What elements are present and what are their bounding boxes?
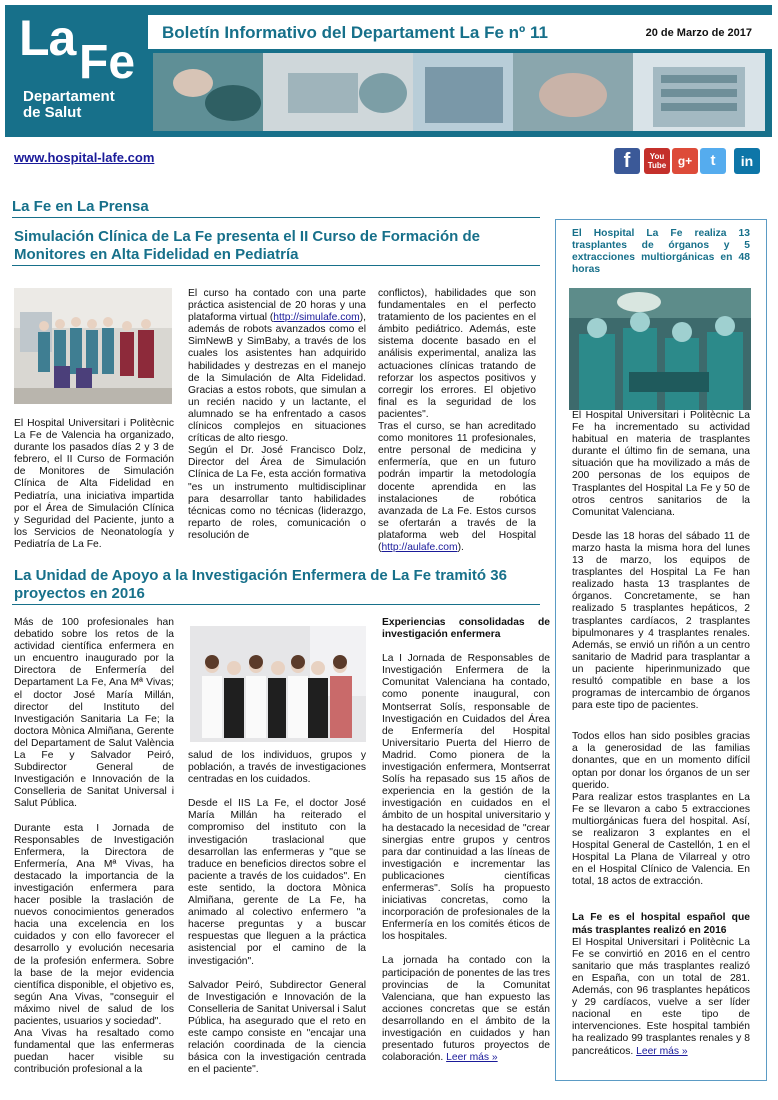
facebook-icon[interactable]: f — [614, 148, 640, 174]
logo-departament: Departament de Salut — [23, 88, 115, 121]
sidebar-transplants — [555, 219, 767, 1081]
logo-la: La — [19, 10, 76, 66]
aulafe-link[interactable]: http://aulafe.com — [381, 541, 458, 553]
sidebar-read-more-link[interactable]: Leer más » — [636, 1045, 688, 1057]
article2-title: La Unidad de Apoyo a la Investigación Enfermera de La Fe tramitó 36 proyectos en 2016 — [14, 567, 507, 602]
article2-read-more-link[interactable]: Leer más » — [446, 1052, 498, 1064]
google-plus-icon[interactable]: g+ — [672, 148, 698, 174]
newsletter-date: 20 de Marzo de 2017 — [645, 27, 752, 39]
newsletter-header — [5, 5, 772, 137]
article1-title: Simulación Clínica de La Fe presenta el II Curso de Formación de Monitores en Alta Fidelidad en Pediatría — [14, 228, 480, 263]
section-label: La Fe en La Prensa — [12, 198, 149, 215]
sidebar-body: El Hospital Universitari i Politècnic La Fe ha incrementado su actividad habitual en materia de trasplantes durante el último fin de semana, una situación que ha movilizado a más de 200 personas de los equipos de Trasplantes del Hospital La Fe y 50 de otros centros sanitarios de la Comunitat Valenciana. Desde las 18 horas del sábado 11 de marzo hasta la misma hora del lunes 13 de marzo, los equipos de trasplantes del Hospital La Fe han realizado hasta 13 trasplantes de órganos. Concretamente, se han realizado 5 trasplantes hepáticos, 2 trasplantes cardíacos, 2 trasplantes bipulmonares y 4 trasplantes renales. Además, se envió un riñón a un centro sanitario de Madrid para trasplantar a un paciente hiperinmunizado que resultó compatible en base a los programas de intercambio de órganos para este tipo de pacientes. Todos ellos han sido posibles gracias a la generosidad de las familias donantes, que en un momento difícil optan por donar los órganos de un ser querido. Para realizar estos trasplantes en La Fe se llevaron a cabo 5 extracciones multiorgánicas fuera del hospital. Así, se realizaron 3 explantes en el Hospital General de Castellón, 1 en el Hospital La Plana de Vilarreal y otro en el Hospital Clínico de Valencia. En total, 18 actos de extracción. La Fe es el hospital español que más trasplantes realizó en 2016 El Hospital Universitari i Politècnic La Fe se convirtió en 2016 en el centro sanitario que más trasplantes realizó en España, con un total de 281. Además, con 96 trasplantes hepáticos y 29 cardíacos, vuelve a ser líder nacional en este tipo de intervenciones. Este hospital también ha realizado 99 trasplantes renales y 8 pancreáticos. Leer más » — [572, 410, 750, 1057]
sidebar-subheading: La Fe es el hospital español que más trasplantes realizó en 2016 — [572, 912, 750, 936]
article1-col1: El Hospital Universitari i Politècnic La Fe de Valencia ha organizado, durante los pasados días 2 y 3 de febrero, el II Curso de Formación de Monitores de Simulación Clínica de Alta Fidelidad en Pediatría, una iniciativa impartida por el Área de Simulación Clínica y Seguridad del Paciente, junto a los Servicios de Neonatología y Pediatría de La Fe. — [14, 418, 174, 550]
la-fe-logo — [5, 5, 148, 137]
article1-col3: conflictos), habilidades que son fundamentales en el perfecto tratamiento de los pacientes en el ámbito pediátrico. Además, este sistema docente basado en el análisis experimental, analiza las actuaciones clínicas tratando de reforzar los aspectos positivos y corregir los errores. El objetivo final es la seguridad de los pacientes". Tras el curso, se han acreditado como monitores 11 profesionales, entre personal de medicina y enfermería, que en un futuro podrán impartir la metodología docente aprendida en las instalaciones de robótica avanzada de La Fe. Estos cursos se ofertarán a través de la plataforma web del Hospital (http://aulafe.com). — [378, 288, 536, 553]
logo-fe: Fe — [79, 36, 136, 89]
article1-group-photo — [14, 288, 172, 404]
article2-group-photo — [190, 626, 366, 742]
simulafe-link[interactable]: http://simulafe.com — [273, 312, 360, 324]
youtube-icon[interactable]: You Tube — [644, 148, 670, 174]
article2-col1: Más de 100 profesionales han debatido sobre los retos de la actividad científica enfermera en un encuentro inaugurado por la Directora de Enfermería del Departament La Fe, Ana Mª Vivas; el doctor José María Millán, director del Instituto del Investigación Sanitaria La Fe; la doctora Mònica Almiñana, Gerente del Departament de Salut València La Fe y Salvador Peiró, Subdirector General de Investigación e Innovación de la Conselleria de Sanitat Universal i Salut Pública. Durante esta I Jornada de Responsables de Investigación Enfermera, la Directora de Enfermería, Ana Mª Vivas, ha destacado la importancia de la investigación enfermera para hacer posible la traslación de nuevos conocimientos generados hacia una excelencia en los cuidados y con ello favorecer el desarrollo y evolución necesaria de la profesión enfermera. Sobre la base de la mejor evidencia científica disponible, el objetivo es, según Ana Vivas, "conseguir el máximo nivel de salud de los pacientes, usuarios y sociedad". Ana Vivas ha resaltado como fundamental que las enfermeras puedan hacer visible su contribución profesional a la — [14, 617, 174, 1076]
header-banner-photo — [153, 53, 765, 131]
article1-col2: El curso ha contado con una parte práctica asistencial de 20 horas y una plataforma virtual (http://simulafe.com), además de robots avanzados como el SimNewB y SimBaby, a través de los cuales los asistentes han adquirido habilidades y destrezas en el manejo de la Simulación de Alta Fidelidad. Gracias a estos robots, que simulan a un recién nacido y un lactante, el alumnado se ha enfrentado a casos clínicos complejos en situaciones críticas de alto riesgo. Según el Dr. José Francisco Dolz, Director del Área de Simulación Clínica de La Fe, esta acción formativa "es un instrumento multidisciplinar para desarrollar tanto habilidades técnicas como no técnicas (liderazgo, reparto de roles, comunicación o resolución de — [188, 288, 366, 541]
section-divider — [12, 217, 540, 218]
sidebar-title: El Hospital La Fe realiza 13 trasplantes de órganos y 5 extracciones multiorgánicas en 48 horas — [572, 228, 750, 275]
website-link[interactable]: www.hospital-lafe.com — [14, 150, 155, 165]
linkedin-icon[interactable]: in — [734, 148, 760, 174]
article2-subheading: Experiencias consolidadas de investigación enfermera — [382, 617, 550, 641]
article2-col3: Experiencias consolidadas de investigación enfermera La I Jornada de Responsables de Investigación Enfermera de la Comunitat Valenciana ha contado, como ponente inaugural, con Montserrat Solís, responsable de Investigación en Cuidados del Área de Enfermería del Hospital Universitario Puerta del Hierro de Madrid. Como pionera de la investigación enfermera, Montserrat Solís ha repasado sus 15 años de experiencia en la gestión de la investigación en cuidados en el ámbito de un hospital universitario y ha destacado la necesidad de "crear sinergias entre grupos y centros para dar continuidad a las líneas de investigación e incrementar las publicaciones científicas enfermeras". Solís ha propuesto iniciativas concretas, como la incorporación de profesionales de la Enfermería en los comités éticos de los hospitales. La jornada ha contado con la participación de ponentes de las tres provincias de la Comunitat Valenciana, que han expuesto las acciones concretas que se están desarrollando en el ámbito de la investigación en cuidados y han presentado futuros proyectos de colaboración. Leer más » — [382, 617, 550, 1064]
article2-col2: salud de los individuos, grupos y población, a través de investigaciones centradas en los cuidados. Desde el IIS La Fe, el doctor José María Millán ha reiterado el compromiso del instituto con la investigación traslacional que desarrollan las enfermeras y "que se traduce en beneficios directos sobre el paciente a través de los cuidados". En este sentido, la doctora Mònica Almiñana, gerente de La Fe, ha animado al colectivo enfermero "a hacerse preguntas y a buscar respuestas que lleguen a la práctica asistencial por el camino de la investigación". Salvador Peiró, Subdirector General de Investigación e Innovación de la Conselleria de Sanitat Universal i Salut Pública, ha asegurado que el reto en este campo consiste en "encajar una relación coordinada de la ciencia básica con la investigación centrada en el paciente". — [188, 750, 366, 1076]
sidebar-surgery-photo — [569, 288, 751, 410]
article2-divider — [12, 604, 540, 605]
twitter-icon[interactable]: t — [700, 148, 726, 174]
newsletter-title: Boletín Informativo del Departament La Fe nº 11 — [162, 23, 548, 42]
title-bar — [148, 15, 772, 49]
article1-divider — [12, 265, 540, 266]
